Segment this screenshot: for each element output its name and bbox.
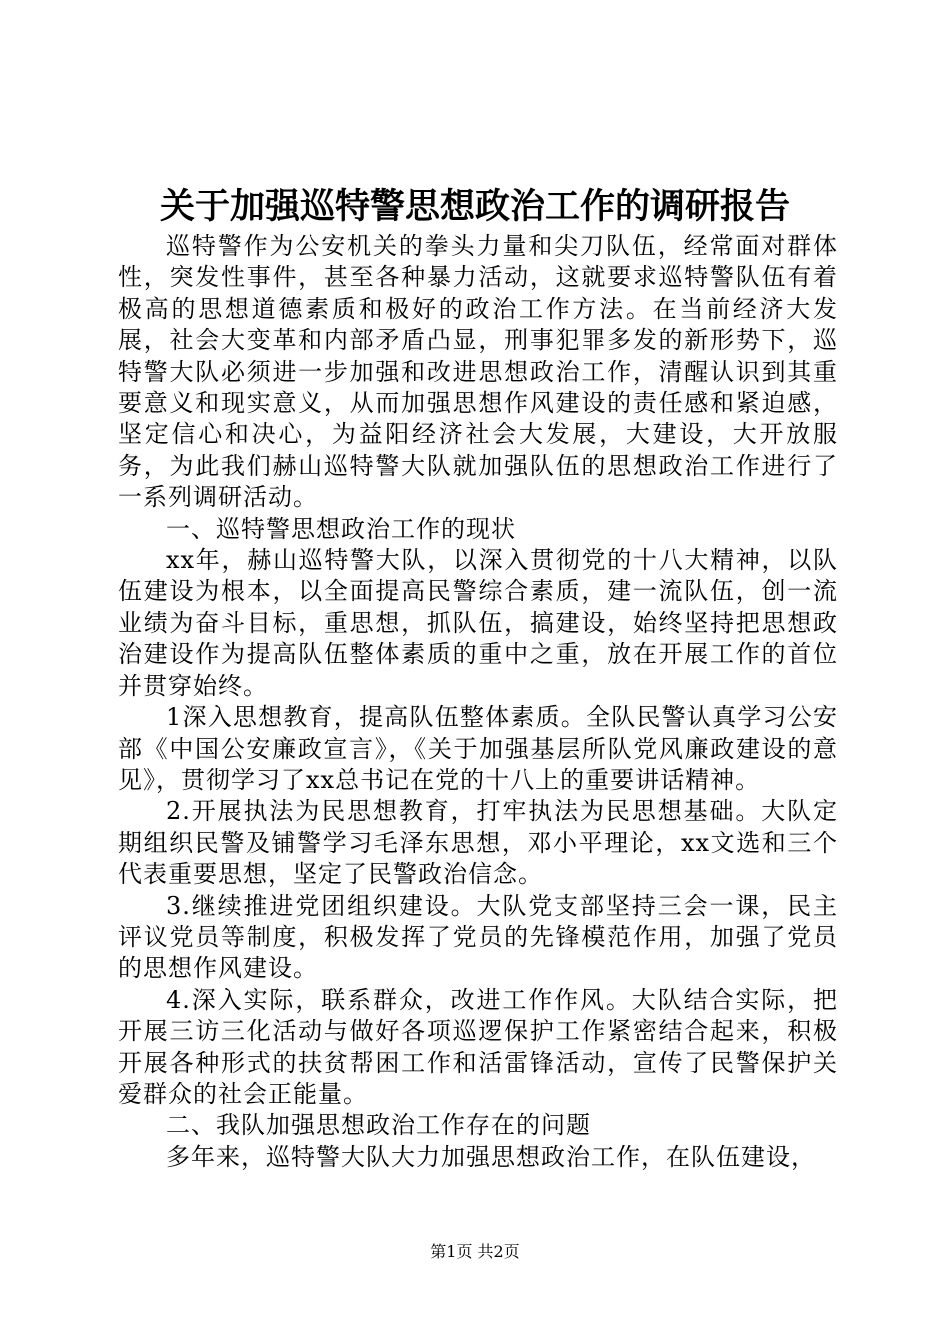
- paragraph-problems: 多年来，巡特警大队大力加强思想政治工作，在队伍建设，: [166, 1142, 816, 1171]
- paragraph-status: xx年，赫山巡特警大队，以深入贯彻党的十八大精神，以队伍建设为根本，以全面提高民警综合素质，建一流队伍，创一流业绩为奋斗目标，重思想，抓队伍，搞建设，始终坚持把思想政治建设作为提高队伍整体素质的重中之重，放在开展工作的首位并贯穿始终。: [118, 546, 838, 700]
- paragraph-item-3: 3.继续推进党团组织建设。大队党支部坚持三会一课，民主评议党员等制度，积极发挥了党员的先锋模范作用，加强了党员的思想作风建设。: [118, 891, 838, 983]
- section-heading-2: 二、我队加强思想政治工作存在的问题: [166, 1111, 591, 1140]
- section-heading-1: 一、巡特警思想政治工作的现状: [166, 514, 516, 543]
- document-title: 关于加强巡特警思想政治工作的调研报告: [159, 186, 790, 227]
- paragraph-item-4: 4.深入实际，联系群众，改进工作作风。大队结合实际，把开展三访三化活动与做好各项巡逻保护工作紧密结合起来，积极开展各种形式的扶贫帮困工作和活雷锋活动，宣传了民警保护关爱群众的社会正能量。: [118, 985, 838, 1108]
- paragraph-intro: 巡特警作为公安机关的拳头力量和尖刀队伍，经常面对群体性，突发性事件，甚至各种暴力活动，这就要求巡特警队伍有着极高的思想道德素质和极好的政治工作方法。在当前经济大发展，社会大变革和内部矛盾凸显，刑事犯罪多发的新形势下，巡特警大队必须进一步加强和改进思想政治工作，清醒认识到其重要意义和现实意义，从而加强思想作风建设的责任感和紧迫感，坚定信心和决心，为益阳经济社会大发展，大建设，大开放服务，为此我们赫山巡特警大队就加强队伍的思想政治工作进行了一系列调研活动。: [118, 232, 838, 512]
- paragraph-item-1: 1深入思想教育，提高队伍整体素质。全队民警认真学习公安部《中国公安廉政宣言》，《关于加强基层所队党风廉政建设的意见》，贯彻学习了xx总书记在党的十八上的重要讲话精神。: [118, 703, 838, 794]
- document-body: [118, 231, 838, 1173]
- page-footer: 第1页 共2页: [430, 1242, 520, 1261]
- paragraph-item-2: 2.开展执法为民思想教育，打牢执法为民思想基础。大队定期组织民警及铺警学习毛泽东思想，邓小平理论，xx文选和三个代表重要思想，坚定了民警政治信念。: [118, 797, 838, 889]
